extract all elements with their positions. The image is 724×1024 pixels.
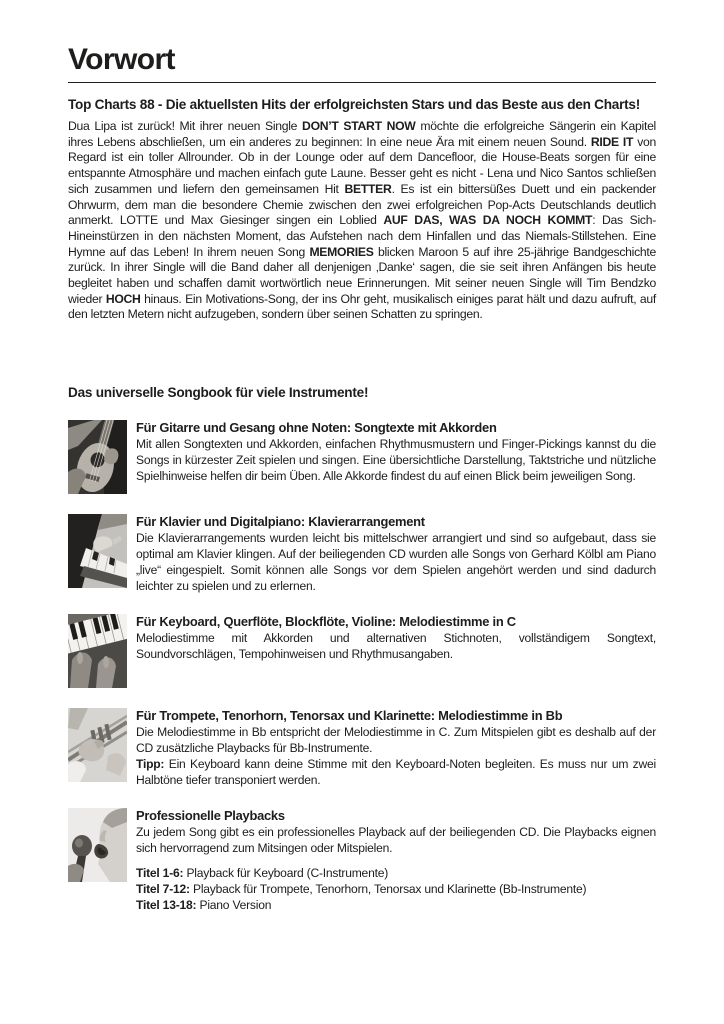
section-heading: Professionelle Playbacks (136, 808, 285, 824)
playback-title-row: Titel 1-6: Playback für Keyboard (C-Instrumente) (136, 866, 389, 881)
section-body: Melodiestimme mit Akkorden und alternativen Stichnoten, vollständigem Songtext, Soundvorschlägen, Tempohinweisen und Rhythmusangaben. (136, 631, 656, 662)
section-heading: Für Gitarre und Gesang ohne Noten: Songtexte mit Akkorden (136, 420, 497, 436)
trumpet-photo (68, 708, 127, 782)
section-heading: Für Klavier und Digitalpiano: Klavierarrangement (136, 514, 425, 530)
piano-icon (68, 514, 127, 588)
section-text (136, 614, 656, 662)
section-tip: Tipp: Ein Keyboard kann deine Stimme mit den Keyboard-Noten begleiten. Es muss nur um zwei Halbtöne tiefer transponiert werden. (136, 757, 656, 788)
keyboard-icon (68, 614, 127, 688)
page-title: Vorwort (68, 43, 175, 76)
singer-photo (68, 808, 127, 882)
section-playbacks (68, 808, 656, 913)
section-guitar (68, 420, 656, 494)
intro-heading: Top Charts 88 - Die aktuellsten Hits der erfolgreichsten Stars und das Beste aus den Charts! (68, 97, 641, 112)
section-piano (68, 514, 656, 594)
songbook-heading: Das universelle Songbook für viele Instrumente! (68, 385, 369, 401)
section-heading: Für Trompete, Tenorhorn, Tenorsax und Klarinette: Melodiestimme in Bb (136, 708, 563, 724)
playback-title-row: Titel 7-12: Playback für Trompete, Tenorhorn, Tenorsax und Klarinette (Bb-Instrumente) (136, 882, 587, 897)
trumpet-icon (68, 708, 127, 782)
playback-title-row: Titel 13-18: Piano Version (136, 898, 272, 913)
section-text (136, 514, 656, 594)
page-content (68, 0, 656, 913)
title-divider (68, 82, 656, 83)
section-keyboard (68, 614, 656, 688)
section-trumpet (68, 708, 656, 788)
section-body: Zu jedem Song gibt es ein professionelles Playback auf der beiliegenden CD. Die Playbacks eignen sich hervorragend zum Mitsingen oder Mitspielen. (136, 825, 656, 856)
microphone-singer-icon (68, 808, 127, 882)
guitar-photo (68, 420, 127, 494)
playback-title-list (136, 865, 656, 913)
section-heading: Für Keyboard, Querflöte, Blockflöte, Violine: Melodiestimme in C (136, 614, 516, 630)
section-text (136, 420, 656, 484)
intro-paragraph: Dua Lipa ist zurück! Mit ihrer neuen Single DON’T START NOW möchte die erfolgreiche Sängerin ein Kapitel ihres Lebens abschließen, um ein anderes zu beginnen: In eine neue Ära mit einem neuen Sound. RIDE IT von Regard ist ein toller Allrounder. Ob in der Lounge oder auf dem Dancefloor, die House-Beats sorgen für eine entspannte Atmosphäre und machen einfach gute Laune. Besser geht es nicht - Lena und Nico Santos schließen sich zusammen und liefern den gemeinsamen Hit BETTER. Es ist ein bittersüßes Duett und ein packender Ohrwurm, dem man die besondere Chemie zwischen den zwei erfolgreichen Pop-Acts Deutschlands deutlich anmerkt. LOTTE und Max Giesinger singen ein Loblied AUF DAS, WAS DA NOCH KOMMT: Das Sich-Hineinstürzen in den nächsten Moment, das Aufstehen nach dem Hinfallen und das Niemals-Stillstehen. Eine Hymne auf das Leben! In ihrem neuen Song MEMORIES blicken Maroon 5 auf ihre 25-jährige Bandgeschichte zurück. In ihrer Single will die Band daher all denjenigen ‚Danke‘ sagen, die sie seit ihren Anfängen bis heute begleitet haben und schaffen damit wortwörtlich neue Erinnerungen. Mit seiner neuen Single will Tim Bendzko wieder HOCH hinaus. Ein Motivations-Song, der ins Ohr geht, musikalisch einiges parat hält und dazu aufruft, auf den letzten Metern nicht aufzugeben, sondern über seinen Schatten zu springen. (68, 119, 657, 322)
guitar-icon (68, 420, 127, 494)
section-text (136, 808, 656, 913)
section-body: Mit allen Songtexten und Akkorden, einfachen Rhythmusmustern und Finger-Pickings kannst du die Songs in kürzester Zeit spielen und singen. Eine übersichtliche Darstellung, Taktstriche und nützliche Spielhinweise helfen dir beim Üben. Alle Akkorde findest du auf einen Blick beim jeweiligen Song. (136, 437, 656, 484)
section-body: Die Melodiestimme in Bb entspricht der Melodiestimme in C. Zum Mitspielen gibt es deshalb auf der CD zusätzliche Playbacks für Bb-Instrumente. (136, 725, 656, 756)
keyboard-photo (68, 614, 127, 688)
section-body: Die Klavierarrangements wurden leicht bis mittelschwer arrangiert und sind so aufgebaut, dass sie optimal am Klavier klingen. Auf der beiliegenden CD wurden alle Songs von Gerhard Kölbl am Piano „live“ eingespielt. Somit können alle Songs vor dem Spielen angehört werden und sind dadurch leichter zu spielen und zu erlernen. (136, 531, 656, 594)
piano-photo (68, 514, 127, 588)
section-text (136, 708, 656, 788)
